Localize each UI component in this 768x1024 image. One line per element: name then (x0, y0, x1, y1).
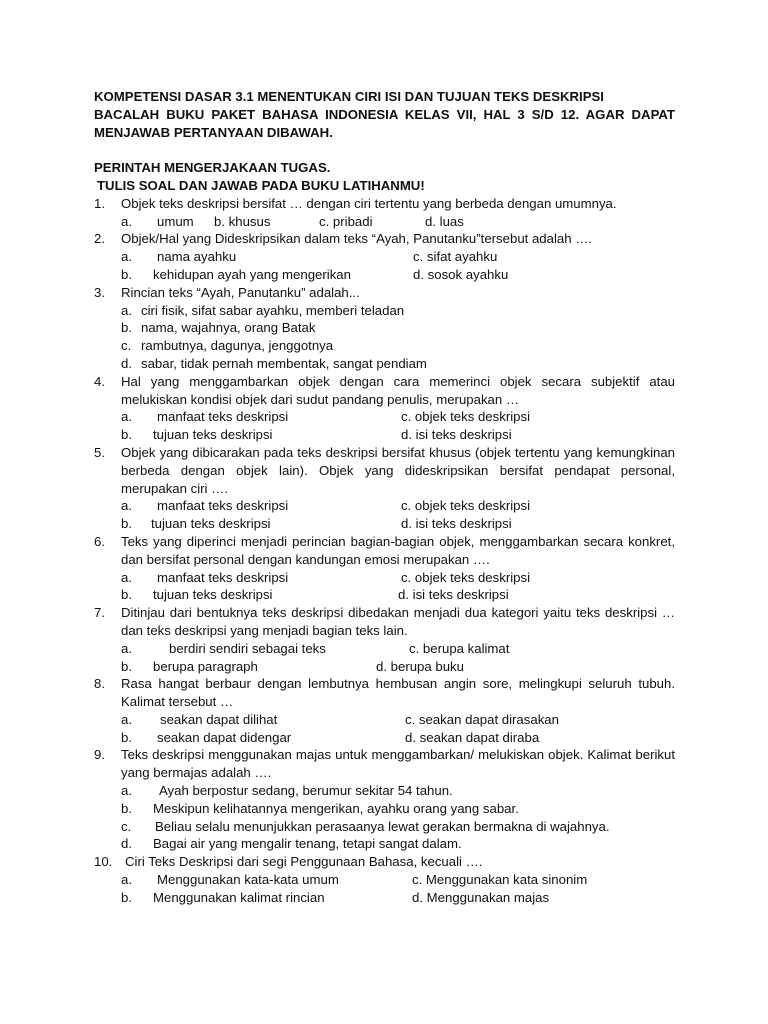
option-row (94, 871, 675, 889)
question-text: Teks yang diperinci menjadi perincian bagian-bagian objek, menggambarkan secara konkret, dan bersifat personal dengan kandungan emosi merupakan …. (121, 533, 675, 567)
option-letter: a. (121, 302, 132, 318)
option-text: Menggunakan kata-kata umum (157, 872, 339, 888)
option-line (94, 800, 675, 818)
option-letter: a. (121, 498, 132, 514)
question-text: Teks deskripsi menggunakan majas untuk menggambarkan/ melukiskan objek. Kalimat berikut yang bermajas adalah …. (121, 747, 675, 781)
option-row (94, 711, 675, 729)
option-row (94, 497, 675, 515)
instructions-title: PERINTAH MENGERJAKAAN TUGAS. (94, 160, 331, 176)
option-letter: a. (121, 872, 132, 888)
option-text: d. sosok ayahku (413, 266, 509, 282)
question-number: 2. (94, 231, 105, 247)
option-text: berupa paragraph (153, 658, 258, 674)
question-4 (94, 373, 675, 409)
question-text: Ditinjau dari bentuknya teks deskripsi dibedakan menjadi dua kategori yaitu teks deskripsi … dan teks deskripsi yang menjadi bagian teks lain. (121, 605, 675, 638)
question-7 (94, 604, 675, 640)
option-letter: b. (121, 427, 132, 443)
question-number: 9. (94, 747, 105, 763)
option-text: manfaat teks deskripsi (157, 409, 289, 425)
option-text: c. seakan dapat dirasakan (405, 711, 559, 727)
option-text: c. objek teks deskripsi (401, 409, 530, 425)
question-text: Rasa hangat berbaur dengan lembutnya hembusan angin sore, melingkupi seluruh tubuh. Kalimat tersebut … (121, 676, 675, 710)
question-1 (94, 195, 675, 213)
option-text: d. luas (425, 213, 464, 229)
option-text: seakan dapat dilihat (160, 711, 278, 727)
question-text: Hal yang menggambarkan objek dengan cara memerinci objek secara subjektif atau melukiskan kondisi objek dari sudut pandang penulis, merupakan … (121, 373, 675, 407)
option-letter: d. (121, 836, 132, 852)
question-number: 3. (94, 284, 105, 300)
option-row (94, 889, 675, 907)
question-number: 8. (94, 676, 105, 692)
option-text: tujuan teks deskripsi (153, 587, 273, 603)
question-number: 4. (94, 373, 105, 389)
header-line-3: MENJAWAB PERTANYAAN DIBAWAH. (94, 124, 333, 140)
option-text: berdiri sendiri sebagai teks (169, 640, 326, 656)
option-letter: a. (121, 569, 132, 585)
header-line-1: KOMPETENSI DASAR 3.1 MENENTUKAN CIRI ISI DAN TUJUAN TEKS DESKRIPSI (94, 89, 604, 104)
option-text: c. objek teks deskripsi (401, 498, 530, 514)
question-8 (94, 675, 675, 711)
option-row (94, 586, 675, 604)
option-text: Menggunakan kalimat rincian (153, 889, 325, 905)
option-row (94, 640, 675, 658)
question-5 (94, 444, 675, 497)
spacer (94, 141, 675, 159)
option-text: b. khusus (214, 213, 271, 229)
option-text: c. Menggunakan kata sinonim (412, 872, 588, 888)
option-text: Bagai air yang mengalir tenang, tetapi sangat dalam. (153, 836, 462, 852)
question-number: 10. (94, 854, 113, 870)
option-text: c. pribadi (319, 213, 373, 229)
question-text: Ciri Teks Deskripsi dari segi Penggunaan Bahasa, kecuali …. (125, 854, 483, 870)
question-number: 6. (94, 533, 105, 549)
option-text: sabar, tidak pernah membentak, sangat pendiam (141, 355, 427, 371)
question-1-options (94, 213, 675, 231)
option-text: nama, wajahnya, orang Batak (141, 320, 316, 336)
option-row (94, 408, 675, 426)
option-letter: b. (121, 889, 132, 905)
option-text: umum (157, 213, 194, 229)
option-text: d. berupa buku (376, 658, 464, 674)
option-text: manfaat teks deskripsi (157, 569, 289, 585)
option-line (94, 782, 675, 800)
option-line (94, 355, 675, 373)
option-letter: b. (121, 266, 132, 282)
option-row (94, 569, 675, 587)
option-text: c. berupa kalimat (409, 640, 510, 656)
option-line (94, 302, 675, 320)
option-text: d. seakan dapat diraba (405, 729, 540, 745)
option-letter: b. (121, 729, 132, 745)
option-line (94, 319, 675, 337)
option-letter: a. (121, 783, 132, 799)
question-6 (94, 533, 675, 569)
option-text: Ayah berpostur sedang, berumur sekitar 54 tahun. (159, 783, 453, 799)
option-text: Beliau selalu menunjukkan perasaanya lewat gerakan bermakna di wajahnya. (155, 818, 610, 834)
question-number: 5. (94, 444, 105, 460)
option-row (94, 658, 675, 676)
option-letter: b. (121, 516, 132, 532)
option-letter: b. (121, 800, 132, 816)
question-text: Objek teks deskripsi bersifat … dengan ciri tertentu yang berbeda dengan umumnya. (121, 195, 617, 211)
option-row (94, 729, 675, 747)
option-text: d. Menggunakan majas (412, 889, 550, 905)
question-10 (94, 853, 675, 871)
option-text: tujuan teks deskripsi (153, 427, 273, 443)
option-letter: d. (121, 355, 132, 371)
option-letter: b. (121, 587, 132, 603)
question-text: Rincian teks “Ayah, Panutanku” adalah... (121, 284, 360, 300)
option-letter: c. (121, 338, 132, 354)
option-text: d. isi teks deskripsi (401, 516, 512, 532)
question-3 (94, 284, 675, 302)
question-2 (94, 230, 675, 248)
option-letter: a. (121, 409, 132, 425)
option-line (94, 835, 675, 853)
question-text: Objek yang dibicarakan pada teks deskripsi bersifat khusus (objek tertentu yang kemungkinan berbeda dengan objek lain). Objek yang dideskripsikan bersifat pendapat personal, merupakan ciri …. (121, 444, 675, 496)
option-letter: a. (121, 711, 132, 727)
option-letter: b. (121, 658, 132, 674)
option-text: d. isi teks deskripsi (398, 587, 509, 603)
header-line-2: BACALAH BUKU PAKET BAHASA INDONESIA KELAS VII, HAL 3 S/D 12. AGAR DAPAT (94, 106, 675, 122)
option-letter: c. (121, 818, 132, 834)
option-line (94, 818, 675, 836)
option-row (94, 515, 675, 533)
option-text: ciri fisik, sifat sabar ayahku, memberi teladan (141, 302, 405, 318)
option-letter: a. (121, 249, 132, 265)
option-text: c. sifat ayahku (413, 249, 498, 265)
option-text: Meskipun kelihatannya mengerikan, ayahku orang yang sabar. (153, 800, 519, 816)
option-row (94, 266, 675, 284)
option-text: seakan dapat didengar (157, 729, 292, 745)
option-text: rambutnya, dagunya, jenggotnya (141, 338, 334, 354)
option-text: manfaat teks deskripsi (157, 498, 289, 514)
option-text: tujuan teks deskripsi (151, 516, 271, 532)
option-text: nama ayahku (157, 249, 237, 265)
question-number: 1. (94, 195, 105, 211)
question-number: 7. (94, 605, 105, 621)
option-row (94, 426, 675, 444)
option-letter: a. (121, 213, 132, 229)
option-row (94, 248, 675, 266)
option-letter: b. (121, 320, 132, 336)
option-line (94, 337, 675, 355)
option-text: kehidupan ayah yang mengerikan (153, 266, 351, 282)
option-text: d. isi teks deskripsi (401, 427, 512, 443)
question-text: Objek/Hal yang Dideskripsikan dalam teks “Ayah, Panutanku”tersebut adalah …. (121, 231, 593, 247)
question-9 (94, 746, 675, 782)
option-text: c. objek teks deskripsi (401, 569, 530, 585)
instructions-subtitle: TULIS SOAL DAN JAWAB PADA BUKU LATIHANMU! (97, 177, 425, 193)
worksheet (94, 88, 675, 907)
option-letter: a. (121, 640, 132, 656)
